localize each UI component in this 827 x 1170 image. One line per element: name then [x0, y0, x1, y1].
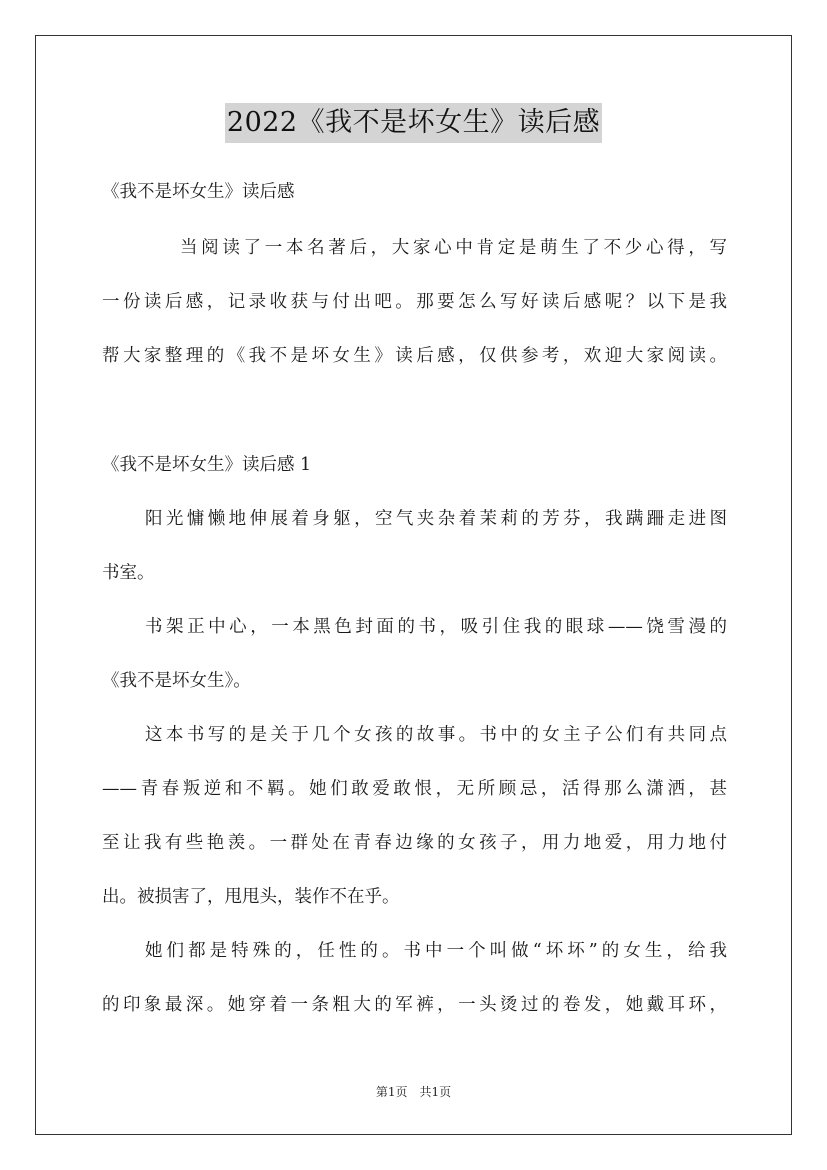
body-line-10: 的印象最深。她穿着一条粗大的军裤，一头烫过的卷发，她戴耳环， — [102, 995, 727, 1015]
body-line-9: 她们都是特殊的，任性的。书中一个叫做“坏坏”的女生，给我 — [145, 941, 727, 961]
document-title: 2022《我不是坏女生》读后感 — [225, 103, 602, 143]
body-line-3: 书架正中心，一本黑色封面的书，吸引住我的眼球——饶雪漫的 — [145, 617, 727, 637]
title-container — [0, 103, 827, 143]
body-line-6: ——青春叛逆和不羁。她们敢爱敢恨，无所顾忌，活得那么潇洒，甚 — [102, 779, 727, 799]
intro-line-1: 当阅读了一本名著后，大家心中肯定是萌生了不少心得，写 — [180, 238, 727, 258]
body-line-2: 书室。 — [102, 563, 155, 583]
body-line-8: 出。被损害了，甩甩头，装作不在乎。 — [102, 887, 400, 907]
section-heading: 《我不是坏女生》读后感 1 — [102, 455, 312, 475]
body-line-5: 这本书写的是关于几个女孩的故事。书中的女主子公们有共同点 — [145, 725, 727, 745]
page-footer: 第1页 共1页 — [375, 1085, 452, 1099]
intro-line-2: 一份读后感，记录收获与付出吧。那要怎么写好读后感呢？以下是我 — [102, 292, 727, 312]
body-line-4: 《我不是坏女生》。 — [102, 671, 251, 691]
body-line-1: 阳光慵懒地伸展着身躯，空气夹杂着茉莉的芳芬，我蹒跚走进图 — [145, 509, 727, 529]
body-line-7: 至让我有些艳羡。一群处在青春边缘的女孩子，用力地爱，用力地付 — [102, 833, 727, 853]
intro-line-3: 帮大家整理的《我不是坏女生》读后感，仅供参考，欢迎大家阅读。 — [102, 346, 727, 366]
document-subtitle: 《我不是坏女生》读后感 — [102, 182, 295, 202]
